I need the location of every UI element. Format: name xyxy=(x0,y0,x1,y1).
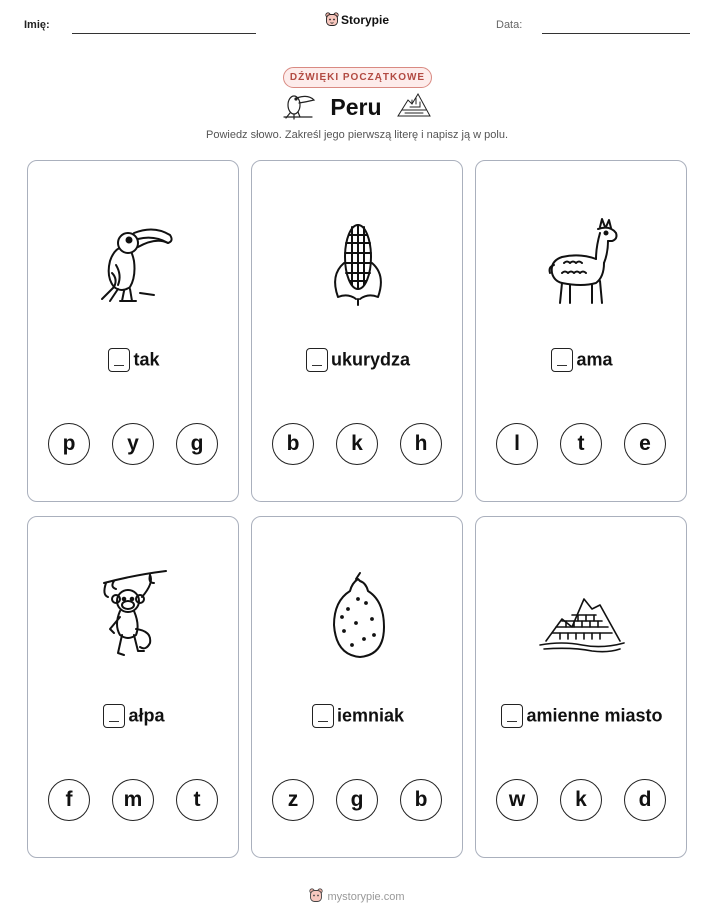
storypie-logo-icon xyxy=(325,12,339,30)
letter-option[interactable]: k xyxy=(560,779,602,821)
llama-icon xyxy=(532,213,632,309)
letter-option[interactable]: d xyxy=(624,779,666,821)
letter-option[interactable]: y xyxy=(112,423,154,465)
letter-option[interactable]: z xyxy=(272,779,314,821)
footer-url[interactable]: mystorypie.com xyxy=(327,890,405,903)
letter-options xyxy=(496,779,666,821)
footer xyxy=(0,888,714,906)
letter-option[interactable]: g xyxy=(176,423,218,465)
answer-box[interactable] xyxy=(551,348,573,372)
exercise-card xyxy=(475,516,687,858)
letter-option[interactable]: t xyxy=(560,423,602,465)
potato-icon xyxy=(308,569,408,665)
toucan-icon xyxy=(84,213,184,309)
category-badge: DŹWIĘKI POCZĄTKOWE xyxy=(283,67,432,88)
name-label: Imię: xyxy=(24,19,50,31)
monkey-icon xyxy=(84,569,184,665)
word-row xyxy=(476,348,688,372)
word-stem: ama xyxy=(576,349,613,370)
exercise-card xyxy=(27,160,239,502)
answer-box[interactable] xyxy=(306,348,328,372)
stone-city-icon xyxy=(532,569,632,665)
letter-option[interactable]: g xyxy=(336,779,378,821)
word-row xyxy=(28,704,240,728)
word-stem: iemniak xyxy=(336,705,405,726)
page-title: Peru xyxy=(330,94,382,120)
letter-options xyxy=(48,779,218,821)
toucan-icon xyxy=(282,90,316,125)
letter-option[interactable]: b xyxy=(272,423,314,465)
instructions: Powiedz słowo. Zakreśl jego pierwszą literę i napisz ją w polu. xyxy=(205,129,509,141)
answer-box[interactable] xyxy=(103,704,125,728)
answer-box[interactable] xyxy=(108,348,130,372)
exercise-card xyxy=(251,516,463,858)
letter-option[interactable]: b xyxy=(400,779,442,821)
exercise-card xyxy=(27,516,239,858)
letter-option[interactable]: e xyxy=(624,423,666,465)
brand-name: Storypie xyxy=(340,13,389,28)
word-stem: ałpa xyxy=(128,705,165,726)
letter-option[interactable]: l xyxy=(496,423,538,465)
word-stem: tak xyxy=(133,349,160,370)
exercise-card xyxy=(475,160,687,502)
letter-option[interactable]: f xyxy=(48,779,90,821)
letter-options xyxy=(496,423,666,465)
storypie-logo-icon xyxy=(309,888,323,906)
letter-option[interactable]: p xyxy=(48,423,90,465)
word-row xyxy=(476,704,688,728)
word-row xyxy=(252,348,464,372)
answer-box[interactable] xyxy=(312,704,334,728)
letter-option[interactable]: t xyxy=(176,779,218,821)
word-row xyxy=(28,348,240,372)
name-field[interactable] xyxy=(72,33,256,34)
date-label: Data: xyxy=(496,19,523,31)
word-stem: ukurydza xyxy=(330,349,411,370)
letter-option[interactable]: w xyxy=(496,779,538,821)
letter-option[interactable]: m xyxy=(112,779,154,821)
letter-option[interactable]: k xyxy=(336,423,378,465)
letter-options xyxy=(272,423,442,465)
corn-icon xyxy=(308,213,408,309)
letter-options xyxy=(272,779,442,821)
date-field[interactable] xyxy=(542,33,690,34)
exercise-card xyxy=(251,160,463,502)
brand xyxy=(0,12,714,30)
letter-options xyxy=(48,423,218,465)
word-stem: amienne miasto xyxy=(526,705,663,726)
word-row xyxy=(252,704,464,728)
answer-box[interactable] xyxy=(501,704,523,728)
letter-option[interactable]: h xyxy=(400,423,442,465)
machu-picchu-icon xyxy=(396,90,432,125)
